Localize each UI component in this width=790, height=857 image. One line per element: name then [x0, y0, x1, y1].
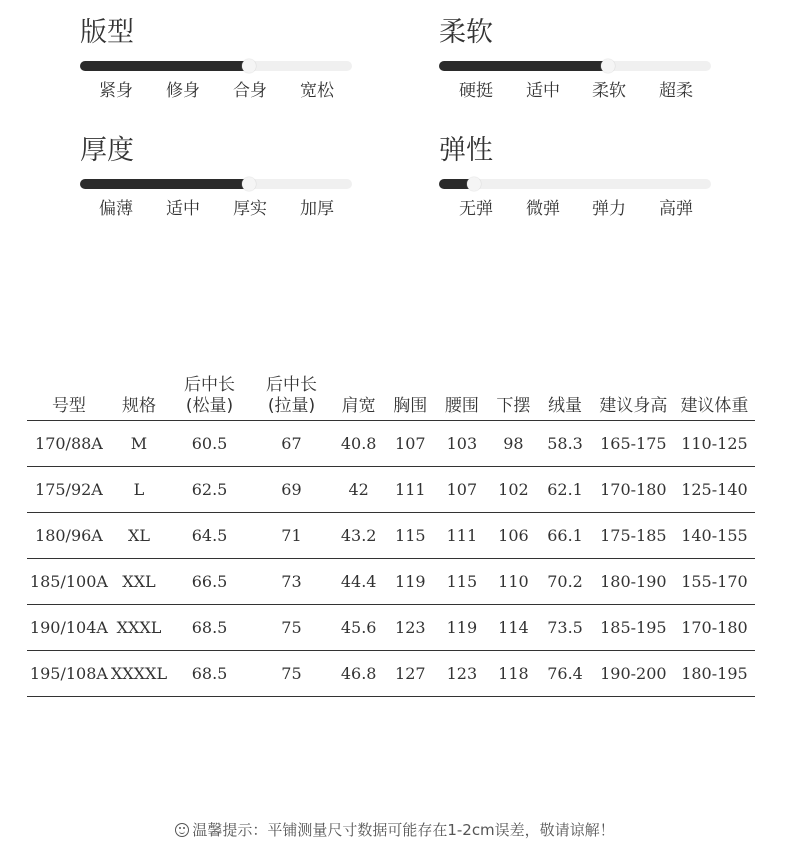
table-cell: 111	[386, 467, 434, 513]
table-cell: 68.5	[167, 605, 252, 651]
table-cell: 107	[434, 467, 489, 513]
table-cell: 75	[252, 651, 331, 697]
table-cell: 118	[490, 651, 538, 697]
table-cell: 43.2	[331, 513, 387, 559]
table-cell: 175/92A	[27, 467, 111, 513]
tip-note	[0, 819, 790, 840]
level-label: 适中	[526, 81, 560, 101]
slider-knob	[601, 59, 615, 73]
table-cell: 195/108A	[27, 651, 111, 697]
table-cell: 75	[252, 605, 331, 651]
table-cell: 98	[490, 421, 538, 467]
table-cell: 68.5	[167, 651, 252, 697]
table-row	[27, 421, 755, 467]
table-cell: 180-195	[674, 651, 755, 697]
table-cell: 73.5	[537, 605, 593, 651]
table-cell: 45.6	[331, 605, 387, 651]
column-header: 后中长 (松量)	[167, 370, 252, 421]
level-label: 硬挺	[459, 81, 493, 101]
table-cell: 40.8	[331, 421, 387, 467]
level-label: 修身	[166, 81, 200, 101]
slider-fill	[80, 61, 249, 71]
table-cell: 110	[490, 559, 538, 605]
table-cell: 175-185	[593, 513, 674, 559]
column-header: 肩宽	[331, 370, 387, 421]
column-header: 腰围	[434, 370, 489, 421]
table-row	[27, 513, 755, 559]
table-cell: 170-180	[593, 467, 674, 513]
table-cell: 114	[490, 605, 538, 651]
level-label: 宽松	[300, 81, 334, 101]
level-slider	[439, 179, 711, 189]
table-cell: 170/88A	[27, 421, 111, 467]
table-cell: 44.4	[331, 559, 387, 605]
table-row	[27, 559, 755, 605]
table-header	[27, 370, 755, 421]
level-label: 弹力	[592, 199, 626, 219]
table-cell: XL	[111, 513, 167, 559]
table-cell: 119	[386, 559, 434, 605]
column-header: 建议体重	[674, 370, 755, 421]
table-cell: 67	[252, 421, 331, 467]
table-cell: 62.1	[537, 467, 593, 513]
table-cell: 111	[434, 513, 489, 559]
level-slider	[80, 179, 352, 189]
size-table	[27, 370, 755, 697]
slider-knob	[242, 59, 256, 73]
table-cell: 69	[252, 467, 331, 513]
smile-icon	[175, 823, 189, 837]
level-label: 合身	[233, 81, 267, 101]
table-cell: 58.3	[537, 421, 593, 467]
table-cell: 123	[434, 651, 489, 697]
level-slider	[80, 61, 352, 71]
slider-fill	[439, 61, 608, 71]
column-header: 号型	[27, 370, 111, 421]
level-label: 偏薄	[99, 199, 133, 219]
column-header: 规格	[111, 370, 167, 421]
table-cell: 107	[386, 421, 434, 467]
table-cell: 190-200	[593, 651, 674, 697]
slider-knob	[242, 177, 256, 191]
table-cell: 180-190	[593, 559, 674, 605]
attr-title: 版型	[80, 17, 134, 48]
table-cell: 66.5	[167, 559, 252, 605]
table-cell: 115	[434, 559, 489, 605]
attr-title: 柔软	[439, 17, 493, 48]
header-row	[27, 370, 755, 421]
table-row	[27, 651, 755, 697]
slider-fill	[80, 179, 249, 189]
table-cell: 42	[331, 467, 387, 513]
table-cell: 180/96A	[27, 513, 111, 559]
table-cell: 106	[490, 513, 538, 559]
table-cell: 119	[434, 605, 489, 651]
table-body	[27, 421, 755, 697]
table-cell: 62.5	[167, 467, 252, 513]
table-cell: 73	[252, 559, 331, 605]
table-row	[27, 605, 755, 651]
table-cell: XXXXL	[111, 651, 167, 697]
table-cell: 140-155	[674, 513, 755, 559]
table-cell: L	[111, 467, 167, 513]
table-cell: 76.4	[537, 651, 593, 697]
table-cell: 185-195	[593, 605, 674, 651]
table-cell: XXXL	[111, 605, 167, 651]
column-header: 绒量	[537, 370, 593, 421]
level-label: 超柔	[659, 81, 693, 101]
table-cell: M	[111, 421, 167, 467]
level-label: 适中	[166, 199, 200, 219]
level-label: 高弹	[659, 199, 693, 219]
table-cell: 46.8	[331, 651, 387, 697]
column-header: 下摆	[490, 370, 538, 421]
attr-title: 厚度	[80, 135, 134, 166]
table-cell: 110-125	[674, 421, 755, 467]
column-header: 后中长 (拉量)	[252, 370, 331, 421]
level-label: 加厚	[300, 199, 334, 219]
table-row	[27, 467, 755, 513]
table-cell: 127	[386, 651, 434, 697]
table-cell: 185/100A	[27, 559, 111, 605]
column-header: 建议身高	[593, 370, 674, 421]
table-cell: 125-140	[674, 467, 755, 513]
level-label: 微弹	[526, 199, 560, 219]
table-cell: 155-170	[674, 559, 755, 605]
table-cell: 70.2	[537, 559, 593, 605]
attr-title: 弹性	[439, 135, 493, 166]
level-slider	[439, 61, 711, 71]
tip-text: 温馨提示：平铺测量尺寸数据可能存在1-2cm误差，敬请谅解！	[192, 821, 615, 839]
table-cell: 190/104A	[27, 605, 111, 651]
table-cell: XXL	[111, 559, 167, 605]
slider-knob	[467, 177, 481, 191]
table-cell: 102	[490, 467, 538, 513]
table-cell: 103	[434, 421, 489, 467]
table-cell: 60.5	[167, 421, 252, 467]
level-label: 厚实	[233, 199, 267, 219]
table-cell: 66.1	[537, 513, 593, 559]
table-cell: 115	[386, 513, 434, 559]
table-cell: 123	[386, 605, 434, 651]
column-header: 胸围	[386, 370, 434, 421]
table-cell: 71	[252, 513, 331, 559]
table-cell: 64.5	[167, 513, 252, 559]
table-cell: 165-175	[593, 421, 674, 467]
level-label: 柔软	[592, 81, 626, 101]
table-cell: 170-180	[674, 605, 755, 651]
level-label: 紧身	[99, 81, 133, 101]
level-label: 无弹	[459, 199, 493, 219]
